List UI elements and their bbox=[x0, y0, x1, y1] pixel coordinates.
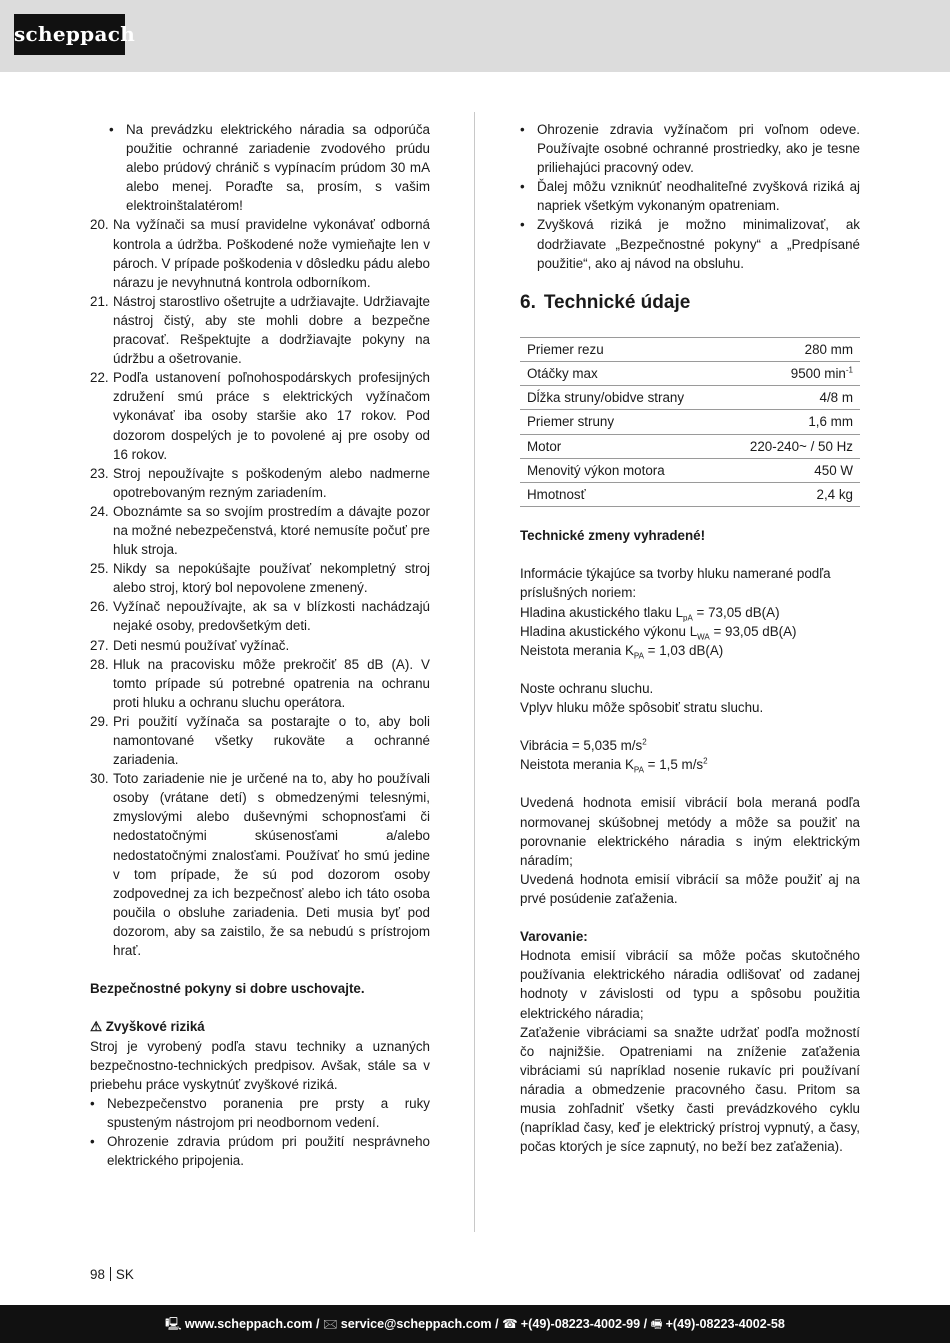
bullet-marker: • bbox=[520, 122, 525, 137]
spec-value bbox=[722, 361, 860, 385]
spec-value-text: 1,6 mm bbox=[808, 414, 853, 430]
list-text: Pri použití vyžínača sa postarajte o to, aby boli namontované všetky rukoväte a ochranné zariadenia. bbox=[113, 713, 430, 768]
spec-value bbox=[722, 337, 860, 361]
table-row bbox=[520, 410, 860, 434]
list-item bbox=[520, 177, 860, 215]
list-text: Toto zariadenie nie je určené na to, aby ho používali osoby (vrátane detí) s obmedzenými telesnými, zmyslovými alebo duševnými schopnosťami či nedostatočnými skúsenosťami a/alebo nedostatočnými znalosťami. Používať ho smú jedine v tom prípade, že sú pod dozorom osoby zodpovednej za ich bezpečnosť alebo ich táto osoba poučila o obsluhe zariadenia. Deti musia byť pod dozorom, aby sa zaistilo, že sa nebudú s prístrojom hrať. bbox=[113, 771, 430, 959]
technical-changes-note: Technické zmeny vyhradené! bbox=[520, 528, 706, 544]
noise-power-level: Hladina akustického výkonu $L_{WA} = 93,05$ dB(A) bbox=[520, 623, 797, 642]
list-text: Na vyžínači sa musí pravidelne vykonávať odborná kontrola a údržba. Poškodené nože vymieňajte len v pároch. V prípade poškodenia v dôsledku pádu alebo nárazu je nevyhnutná kontrola odborníkom. bbox=[113, 217, 430, 290]
hearing-loss-note: Vplyv hluku môže spôsobiť stratu sluchu. bbox=[520, 700, 764, 715]
ear-protection-note: Noste ochranu sluchu. bbox=[520, 680, 654, 696]
spec-label: Otáčky max bbox=[520, 361, 722, 385]
computer-icon: 🖳 bbox=[165, 1317, 182, 1331]
list-item bbox=[90, 636, 430, 655]
bullet-text: Zvyšková riziká je možno minimalizovať, ak dodržiavate „Bezpečnostné pokyny“ a „Predpísané použitie“, ako aj návod na obsluhu. bbox=[537, 217, 860, 271]
list-number: 22. bbox=[90, 370, 109, 386]
table-row bbox=[520, 386, 860, 410]
page-number: 98 bbox=[90, 1267, 105, 1282]
spec-value-text: 2,4 kg bbox=[816, 486, 853, 502]
phone-number: +(49)-08223-4002-99 bbox=[520, 1317, 641, 1331]
vibration-text-2: Uvedená hodnota emisií vibrácií sa môže použiť aj na prvé posúdenie zaťaženia. bbox=[520, 871, 860, 906]
list-number: 21. bbox=[90, 293, 109, 309]
table-row bbox=[520, 482, 860, 506]
list-number: 26. bbox=[90, 599, 109, 615]
spec-label: Motor bbox=[520, 434, 722, 458]
website-link[interactable]: www.scheppach.com bbox=[184, 1317, 313, 1331]
warning-triangle-icon: ⚠ bbox=[90, 1019, 103, 1035]
bullet-text: Ohrozenie zdravia prúdom pri použití nesprávneho elektrického pripojenia. bbox=[107, 1133, 430, 1169]
residual-risks-title: Zvyškové riziká bbox=[105, 1019, 205, 1035]
warning-text-1: Hodnota emisií vibrácií sa môže počas skutočného používania elektrického náradia odlišovať od zadanej hodnoty v závislosti od typu a spôsobu použitia elektrického náradia; bbox=[520, 948, 860, 1021]
bullet-marker: • bbox=[520, 217, 525, 233]
technical-data-table bbox=[520, 337, 860, 507]
spec-value bbox=[722, 482, 860, 506]
noise-pressure-level: Hladina akustického tlaku $L_{pA} = 73,05$ dB(A) bbox=[520, 604, 780, 623]
email-icon: 🖂 bbox=[322, 1317, 338, 1331]
column-divider bbox=[474, 112, 475, 1232]
list-item bbox=[90, 1094, 430, 1132]
spec-label: Hmotnosť bbox=[520, 482, 722, 506]
language-code: SK bbox=[115, 1267, 134, 1282]
noise-intro: Informácie týkajúce sa tvorby hluku namerané podľa príslušných noriem: bbox=[520, 566, 831, 601]
residual-risks-list bbox=[90, 1094, 430, 1170]
spec-label: Priemer struny bbox=[520, 410, 722, 434]
spec-value bbox=[722, 458, 860, 482]
list-text: Nikdy sa nepokúšajte používať nekompletný stroj alebo stroj, ktorý bol nepovolene zmenený. bbox=[113, 561, 430, 596]
contact-footer: 🖳 www.scheppach.com / 🖂 service@scheppach.com / ☎ +(49)-08223-4002-99 / 🖷 +(49)-08223-4002-58 bbox=[0, 1305, 950, 1343]
fax-icon: 🖷 bbox=[650, 1317, 663, 1331]
left-column bbox=[90, 120, 430, 1170]
spec-label: Dĺžka struny/obidve strany bbox=[520, 386, 722, 410]
list-text: Oboznámte sa so svojím prostredím a dávajte pozor na možné nebezpečenstvá, ktoré nemusíte počuť pre hluk stroja. bbox=[113, 503, 430, 558]
list-item bbox=[90, 769, 430, 960]
bullet-text: Ďalej môžu vzniknúť neodhaliteľné zvyšková riziká aj napriek všetkým vykonaným opatreniam. bbox=[537, 179, 860, 214]
table-row bbox=[520, 458, 860, 482]
list-number: 28. bbox=[90, 656, 109, 672]
list-number: 20. bbox=[90, 217, 109, 233]
right-column bbox=[520, 120, 860, 1156]
list-item bbox=[520, 215, 860, 272]
bullet-text: Ohrozenie zdravia vyžínačom pri voľnom odeve. Používajte osobné ochranné prostriedky, ako je tesne priliehajúci pracovný odev. bbox=[537, 122, 860, 176]
email-link[interactable]: service@scheppach.com bbox=[340, 1317, 492, 1331]
section-title: Technické údaje bbox=[543, 291, 691, 313]
list-text: Podľa ustanovení poľnohospodárskych profesijných združení smú práce s elektrických vyžínačom vykonávať iba osoby staršie ako 17 rokov. Pod dozorom dospelých je to povolené aj pre osoby od 16 rokov. bbox=[113, 370, 430, 462]
spec-value bbox=[722, 386, 860, 410]
spec-label: Priemer rezu bbox=[520, 337, 722, 361]
keep-instructions-heading: Bezpečnostné pokyny si dobre uschovajte. bbox=[90, 981, 365, 997]
list-item bbox=[90, 502, 430, 559]
section-heading bbox=[520, 291, 860, 315]
list-number: 24. bbox=[90, 503, 109, 519]
header-band bbox=[0, 0, 950, 72]
list-text: Vyžínač nepoužívajte, ak sa v blízkosti nachádzajú nejaké osoby, predovšetkým deti. bbox=[113, 599, 430, 634]
bullet-marker: • bbox=[90, 1095, 95, 1111]
list-text: Hluk na pracovisku môže prekročiť 85 dB (A). V tomto prípade sú potrebné opatrenia na ochranu proti hluku a ochranu sluchu operátora. bbox=[113, 656, 430, 710]
residual-risks-heading bbox=[90, 1017, 430, 1036]
table-row bbox=[520, 337, 860, 361]
spec-value-text: 280 mm bbox=[804, 341, 853, 357]
section-number: 6. bbox=[520, 291, 536, 313]
table-row bbox=[520, 361, 860, 385]
bullet-marker: • bbox=[520, 179, 525, 195]
bullet-marker: • bbox=[109, 122, 114, 137]
vibration-uncertainty: Neistota merania $K_{PA} = 1,5$ $m/s^2$ bbox=[520, 756, 708, 775]
list-number: 25. bbox=[90, 561, 109, 577]
warning-heading: Varovanie: bbox=[520, 929, 588, 945]
list-text: Deti nesmú používať vyžínač. bbox=[113, 637, 290, 653]
fax-number: +(49)-08223-4002-58 bbox=[665, 1317, 785, 1331]
list-item bbox=[90, 292, 430, 368]
table-row bbox=[520, 434, 860, 458]
list-item bbox=[90, 655, 430, 712]
vibration-text-1: Uvedená hodnota emisií vibrácií bola meraná podľa normovanej skúšobnej metódy a môže sa použiť na porovnanie elektrického náradia s iným elektrickým náradím; bbox=[520, 795, 860, 868]
bullet-text: Na prevádzku elektrického náradia sa odporúča použitie ochranné zariadenie zvodového prúdu alebo prúdový chránič s vypínacím prúdom 30 mA alebo menej. Poraďte sa, prosím, s vašim elektroinštalatérom! bbox=[126, 122, 430, 214]
list-text: Nástroj starostlivo ošetrujte a udržiavajte. Udržiavajte nástroj čistý, aby ste mohli dobre a bezpečne pracovať. Rešpektujte a dodržiavajte pokyny na údržbu a ošetrovanie. bbox=[113, 293, 430, 367]
residual-risks-intro: Stroj je vyrobený podľa stavu techniky a uznaných bezpečnostno-technických predpisov. Avšak, stále sa v priebehu práce vyskytnúť zvyškové riziká. bbox=[90, 1038, 430, 1092]
spec-value bbox=[722, 410, 860, 434]
list-item bbox=[520, 120, 860, 177]
noise-uncertainty: Neistota merania $K_{PA} = 1,03$ dB(A) bbox=[520, 642, 724, 661]
list-item bbox=[90, 368, 430, 463]
scheppach-logo: scheppach bbox=[14, 14, 125, 55]
list-text: Stroj nepoužívajte s poškodeným alebo nadmerne opotrebovaným rezným zariadením. bbox=[113, 465, 430, 500]
list-item bbox=[90, 597, 430, 635]
phone-icon: ☎ bbox=[502, 1317, 518, 1331]
bullet-marker: • bbox=[90, 1133, 95, 1149]
spec-value-text: 9500 min bbox=[790, 365, 846, 381]
residual-risks-list-continued bbox=[520, 120, 860, 273]
spec-value-unit-exponent: -1 bbox=[845, 365, 853, 375]
list-item bbox=[90, 464, 430, 502]
spec-value bbox=[722, 434, 860, 458]
numbered-safety-list bbox=[90, 215, 430, 960]
list-item bbox=[90, 215, 430, 291]
list-number: 29. bbox=[90, 713, 109, 729]
vibration-value: Vibrácia = 5,035 $m/s^2$ bbox=[520, 737, 647, 754]
list-number: 27. bbox=[90, 637, 109, 653]
page-number-footer bbox=[90, 1265, 134, 1284]
page-separator bbox=[110, 1267, 111, 1281]
list-item bbox=[90, 1132, 430, 1170]
list-item bbox=[90, 712, 430, 769]
spec-value-text: 220-240~ / 50 Hz bbox=[749, 438, 853, 454]
spec-value-text: 450 W bbox=[814, 462, 853, 478]
bullet-text: Nebezpečenstvo poranenia pre prsty a ruky spusteným nástrojom pri neodbornom vedení. bbox=[107, 1095, 430, 1130]
spec-label: Menovitý výkon motora bbox=[520, 458, 722, 482]
list-item bbox=[109, 120, 430, 215]
list-number: 23. bbox=[90, 465, 109, 481]
spec-value-text: 4/8 m bbox=[819, 390, 853, 406]
list-number: 30. bbox=[90, 771, 109, 787]
warning-text-2: Zaťaženie vibráciami sa snažte udržať podľa možností čo najnižšie. Opatreniami na zníženie zaťaženia vibráciami sú napríklad nosenie rukavíc pri používaní náradia a obmedzenie pracovného času. Pritom sa musia zohľadniť všetky časti prevádzkového cyklu (napríklad časy, keď je elektrický prístroj vypnutý, a časy, počas ktorých je síce zapnutý, no beží bez zaťaženia). bbox=[520, 1024, 860, 1155]
list-item bbox=[90, 559, 430, 597]
